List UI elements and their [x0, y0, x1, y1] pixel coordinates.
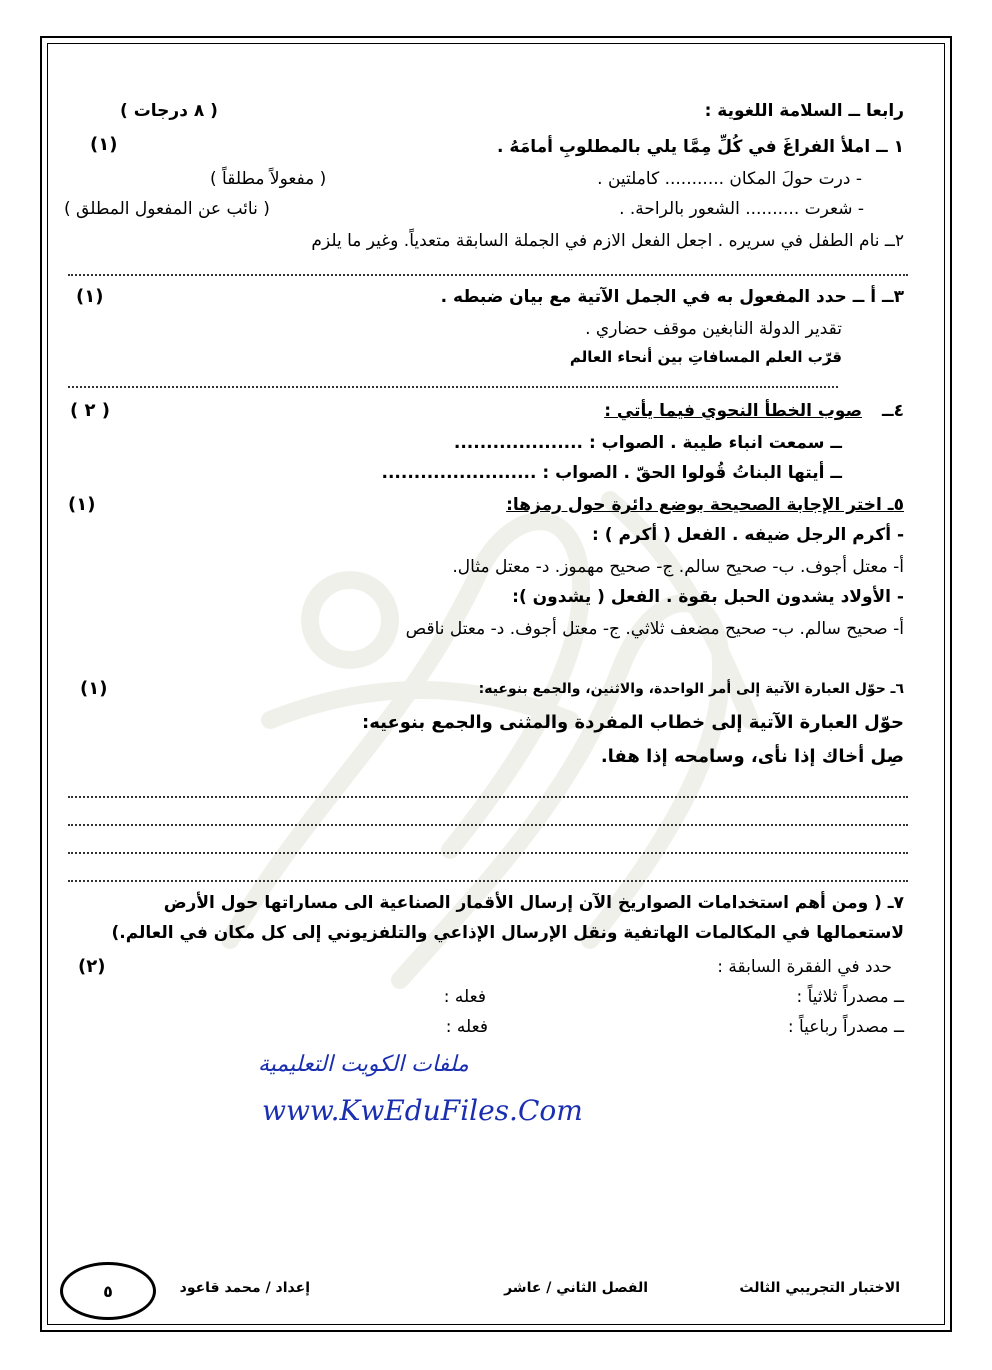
- branding-url[interactable]: www.KwEduFiles.Com: [262, 1094, 583, 1127]
- section-grade: ( ٨ درجات ): [120, 101, 218, 121]
- q7-line-2: لاستعمالها في المكالمات الهاتفية ونقل الإرسال الإذاعي والتلفزيوني إلى كل مكان في العالم.): [111, 923, 904, 943]
- q2-text: ٢ــ نام الطفل في سريره . اجعل الفعل الازم في الجملة السابقة متعدياً. وغير ما يلزم: [311, 231, 904, 251]
- answer-line: [68, 386, 838, 388]
- q7-mark: (٢): [78, 956, 106, 977]
- q3-line-1: تقدير الدولة النابغين موقف حضاري .: [585, 319, 842, 339]
- q5-options-2: أ- صحيح سالم. ب- صحيح مضعف ثلاثي. ج- معتل أجوف. د- معتل ناقص: [405, 619, 904, 639]
- q4-mark: ( ٢ ): [70, 400, 110, 421]
- q1-item-b-hint: ( نائب عن المفعول المطلق ): [64, 199, 270, 219]
- q4-line-2: ــ أيتها البناتُ قُولوا الحقّ . الصواب : ........................: [381, 463, 842, 483]
- q1-item-a: - درت حولَ المكان ........... كاملتين .: [597, 169, 862, 189]
- q5-heading: ٥ـ اختر الإجابة الصحيحة بوضع دائرة حول رمزها:: [506, 495, 904, 515]
- branding-arabic: ملفات الكويت التعليمية: [258, 1052, 469, 1077]
- answer-line: [68, 824, 908, 826]
- q1-item-b: - شعرت .......... الشعور بالراحة. .: [619, 199, 864, 219]
- answer-line: [68, 796, 908, 798]
- q5-sentence-2: - الأولاد يشدون الحبل بقوة . الفعل ( يشدون ):: [512, 587, 904, 607]
- q7-prompt: حدد في الفقرة السابقة :: [717, 957, 892, 977]
- q7-item-2: ــ مصدراً رباعياً :: [787, 1017, 904, 1037]
- q4-line-1: ــ سمعت انباء طيبة . الصواب : ....................: [453, 433, 842, 453]
- answer-line: [68, 274, 908, 276]
- q6-instruction: حوّل العبارة الآتية إلى خطاب المفردة والمثنى والجمع بنوعيه:: [362, 712, 904, 733]
- q5-sentence-1: - أكرم الرجل ضيفه . الفعل ( أكرم ) :: [592, 525, 904, 545]
- q7-item-2-verb: فعله :: [445, 1017, 488, 1037]
- q3-heading: ٣ــ أ ــ حدد المفعول به في الجمل الآتية مع بيان ضبطه .: [440, 287, 904, 307]
- q1-item-a-hint: ( مفعولاً مطلقاً ): [210, 169, 327, 189]
- q4-heading: صوب الخطأ النحوي فيما يأتي :: [604, 401, 862, 421]
- footer-term: الفصل الثاني / عاشر: [504, 1280, 648, 1296]
- q5-mark: (١): [68, 494, 96, 515]
- q6-mark: (١): [80, 678, 108, 699]
- q1-heading: ١ ــ املأ الفراغَ في كُلِّ مِمَّا يلي بالمطلوبِ أمامَهُ .: [497, 137, 904, 157]
- q7-item-1: ــ مصدراً ثلاثياً :: [796, 987, 904, 1007]
- q5-options-1: أ- معتل أجوف. ب- صحيح سالم. ج- صحيح مهموز. د- معتل مثال.: [452, 557, 904, 577]
- q4-num: ٤ــ: [881, 401, 904, 421]
- section-title: رابعا ــ السلامة اللغوية :: [704, 101, 904, 121]
- q6-heading: ٦ـ حوّل العبارة الآتية إلى أمر الواحدة، والاثنين، والجمع بنوعيه:: [478, 681, 904, 697]
- q6-sentence: صِل أخاك إذا نأى، وسامحه إذا هفا.: [600, 746, 904, 767]
- q3-line-2: قرّب العلم المسافاتِ بين أنحاء العالم: [569, 348, 842, 366]
- footer-author: إعداد / محمد قاعود: [179, 1280, 310, 1296]
- q7-item-1-verb: فعله :: [443, 987, 486, 1007]
- q1-mark: (١): [90, 134, 118, 155]
- footer-exam: الاختبار التجريبي الثالث: [739, 1280, 900, 1296]
- answer-line: [68, 880, 908, 882]
- page-number-value: ٥: [103, 1281, 113, 1301]
- q3-mark: (١): [76, 286, 104, 307]
- answer-line: [68, 852, 908, 854]
- page-number: [60, 1262, 156, 1320]
- q7-line-1: ٧ـ ( ومن أهم استخدامات الصواريخ الآن إرسال الأقمار الصناعية الى مساراتها حول الأرض: [163, 893, 904, 913]
